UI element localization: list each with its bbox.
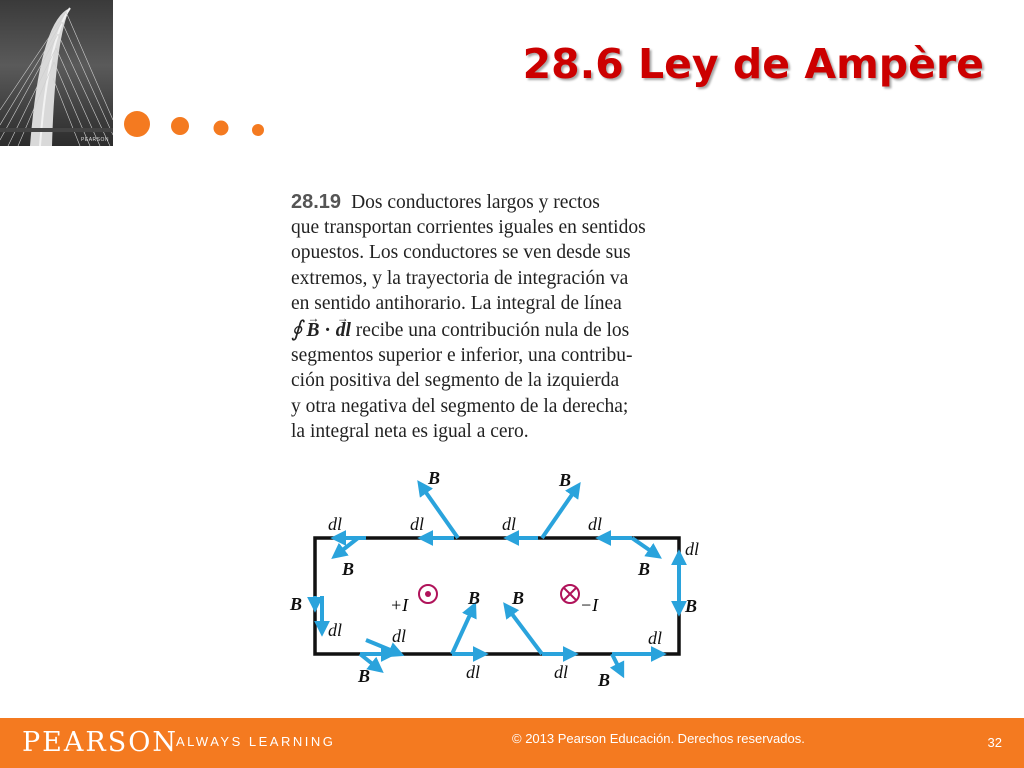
label-dl: dl	[466, 662, 481, 682]
cover-publisher-text: PEARSON	[81, 137, 109, 143]
footer-bar	[0, 718, 1024, 768]
decorative-dots	[122, 108, 272, 140]
caption-line: segmentos superior e inferior, una contribu-	[291, 345, 633, 367]
caption-line: ción positiva del segmento de la izquierda	[291, 370, 620, 392]
current-positive-label: +I	[390, 595, 409, 615]
label-B: B	[428, 468, 441, 488]
label-B: B	[468, 588, 481, 608]
label-dl: dl	[648, 628, 663, 648]
figure-number: 28.19	[291, 191, 342, 213]
label-B: B	[638, 559, 651, 579]
caption-line: la integral neta es igual a cero.	[291, 420, 529, 442]
label-B: B	[512, 588, 525, 608]
copyright-notice: © 2013 Pearson Educación. Derechos reservados.	[512, 731, 805, 746]
label-dl: dl	[685, 539, 700, 559]
integration-path	[315, 538, 679, 654]
label-dl: dl	[392, 626, 407, 646]
caption-line: y otra negativa del segmento de la derecha;	[291, 395, 629, 417]
label-B: B	[358, 666, 371, 686]
caption-line: extremos, y la trayectoria de integración va	[291, 267, 629, 289]
label-dl: dl	[588, 514, 603, 534]
wire-out-of-page	[419, 585, 437, 603]
slide-title: 28.6 Ley de Ampère	[522, 40, 984, 88]
vector-B: → B	[306, 318, 319, 343]
current-negative-label: −I	[580, 595, 599, 615]
label-dl: dl	[328, 620, 343, 640]
bridge-illustration	[0, 0, 113, 146]
wire-into-page	[561, 585, 579, 603]
dot-medium	[171, 117, 189, 135]
vector-dl: → dl	[336, 318, 351, 343]
label-dl: dl	[554, 662, 569, 682]
dot-smallest	[252, 124, 264, 136]
dot-small	[214, 121, 229, 136]
figure-caption	[291, 190, 721, 444]
label-dl: dl	[410, 514, 425, 534]
caption-line: en sentido antihorario. La integral de línea	[291, 292, 622, 314]
caption-line: opuestos. Los conductores se ven desde sus	[291, 242, 631, 264]
page-number: 32	[987, 735, 1002, 750]
field-arrows	[315, 484, 679, 674]
diagram-labels	[289, 468, 699, 690]
label-B: B	[290, 594, 303, 614]
label-B: B	[685, 596, 698, 616]
footer-tagline: ALWAYS LEARNING	[176, 734, 336, 749]
label-dl: dl	[328, 514, 343, 534]
book-cover-image	[0, 0, 113, 146]
label-B: B	[342, 559, 355, 579]
pearson-logo: PEARSON	[22, 727, 178, 758]
label-dl: dl	[502, 514, 517, 534]
dot-large	[124, 111, 150, 137]
closed-integral-symbol: ∮	[291, 316, 303, 342]
ampere-loop-diagram	[280, 460, 720, 695]
label-B: B	[598, 670, 611, 690]
caption-line-integral: ∮→ B · → dl recibe una contribución nula de los	[291, 316, 721, 343]
caption-line: que transportan corrientes iguales en sentidos	[291, 217, 646, 239]
caption-line: 28.19 Dos conductores largos y rectos	[291, 191, 600, 213]
label-B: B	[559, 470, 572, 490]
